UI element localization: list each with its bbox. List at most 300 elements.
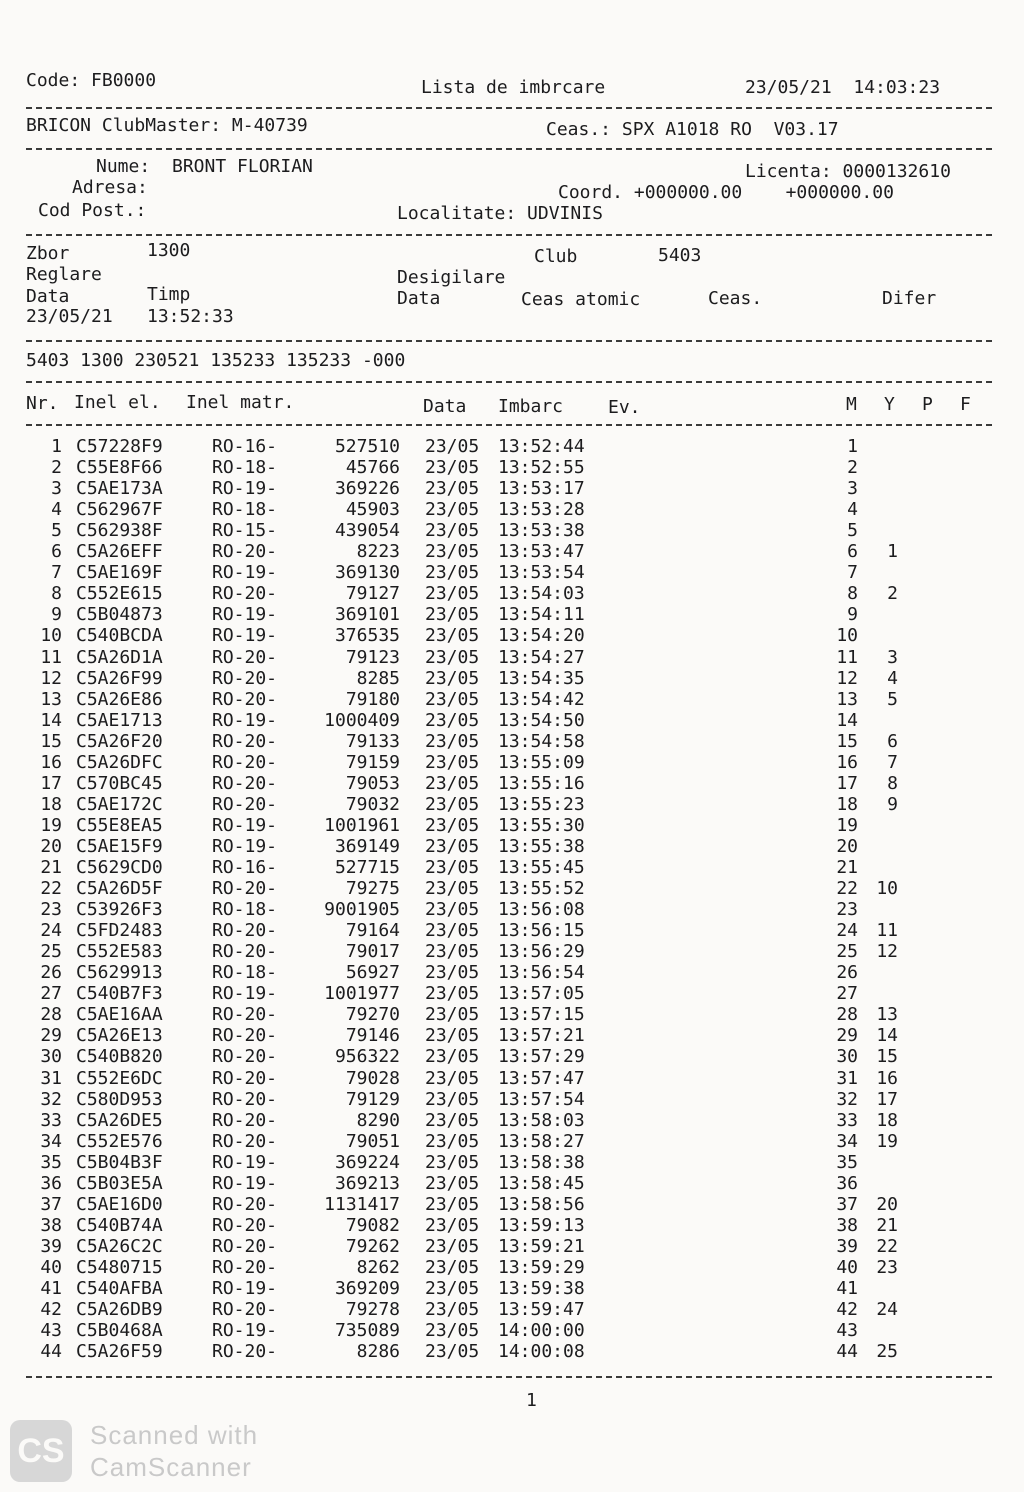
row-time: 13:58:03 [498, 1109, 585, 1131]
row-date: 23/05 [425, 1151, 480, 1173]
row-ring-number: 527510 [334, 436, 400, 457]
row-m: 21 [836, 857, 858, 878]
watermark-line2: CamScanner [90, 1452, 252, 1482]
row-date: 23/05 [425, 1109, 480, 1131]
col-data: Data [423, 396, 467, 417]
row-date: 23/05 [425, 562, 480, 584]
table-row [0, 1131, 1024, 1152]
row-time: 13:52:55 [498, 457, 585, 479]
row-ring-prefix: RO-20- [212, 1046, 278, 1068]
row-nr: 4 [51, 499, 62, 521]
row-m: 25 [836, 941, 858, 963]
row-ring-number: 735089 [334, 1320, 400, 1342]
list-title: Lista de imbrcare [421, 77, 606, 98]
row-m: 16 [836, 751, 858, 773]
row-ring-number: 79275 [345, 878, 400, 900]
address-label: Adresa: [72, 177, 148, 198]
row-y: 21 [876, 1214, 898, 1236]
row-date: 23/05 [425, 436, 480, 457]
row-nr: 37 [40, 1193, 62, 1215]
divider [26, 1376, 992, 1378]
row-m: 31 [836, 1067, 858, 1089]
row-date: 23/05 [425, 709, 480, 731]
row-ring-id: C540B74A [76, 1214, 163, 1236]
row-nr: 19 [40, 814, 62, 836]
page-number: 1 [526, 1390, 537, 1411]
row-nr: 1 [51, 436, 62, 457]
row-ring-prefix: RO-20- [212, 688, 278, 710]
table-row [0, 836, 1024, 857]
table-row [0, 1004, 1024, 1025]
row-ring-prefix: RO-20- [212, 772, 278, 794]
row-ring-id: C552E615 [76, 583, 163, 605]
row-ring-number: 79278 [345, 1299, 400, 1321]
table-row [0, 562, 1024, 583]
row-m: 29 [836, 1025, 858, 1047]
row-nr: 15 [40, 730, 62, 752]
table-row [0, 1068, 1024, 1089]
row-ring-number: 1001961 [324, 814, 400, 836]
row-nr: 20 [40, 835, 62, 857]
col-m: M [846, 394, 857, 415]
row-ring-id: C5A26F20 [76, 730, 163, 752]
row-time: 13:58:27 [498, 1130, 585, 1152]
row-time: 13:59:38 [498, 1278, 585, 1299]
row-time: 13:55:30 [498, 814, 585, 836]
row-time: 13:59:21 [498, 1235, 585, 1257]
row-m: 19 [836, 814, 858, 836]
club-number: 5403 [658, 245, 702, 266]
divider [26, 340, 992, 342]
row-time: 13:55:23 [498, 793, 585, 815]
row-ring-number: 56927 [345, 962, 400, 984]
row-ring-id: C5B04B3F [76, 1151, 163, 1173]
flight-date: 23/05/21 [26, 306, 113, 327]
row-ring-number: 8262 [356, 1256, 400, 1278]
row-ring-id: C562967F [76, 499, 163, 521]
table-row [0, 857, 1024, 878]
row-date: 23/05 [425, 583, 480, 605]
divider [26, 381, 992, 383]
row-date: 23/05 [425, 625, 480, 647]
locality: Localitate: UDVINIS [397, 203, 603, 224]
table-row [0, 1278, 1024, 1299]
row-y: 1 [887, 541, 898, 563]
row-ring-id: C5AE16D0 [76, 1193, 163, 1215]
row-ring-id: C5B03E5A [76, 1172, 163, 1194]
row-ring-number: 369213 [334, 1172, 400, 1194]
row-m: 4 [847, 499, 858, 521]
row-ring-number: 79262 [345, 1235, 400, 1257]
row-date: 23/05 [425, 857, 480, 878]
divider [26, 148, 992, 150]
row-ring-number: 79017 [345, 941, 400, 963]
row-y: 15 [876, 1046, 898, 1068]
col-y: Y [884, 394, 895, 415]
table-row [0, 815, 1024, 836]
row-time: 13:54:03 [498, 583, 585, 605]
table-row [0, 668, 1024, 689]
table-row [0, 1046, 1024, 1067]
row-m: 14 [836, 709, 858, 731]
table-row [0, 583, 1024, 604]
row-ring-number: 1001977 [324, 983, 400, 1005]
row-time: 13:52:44 [498, 436, 585, 457]
table-row [0, 1236, 1024, 1257]
row-ring-number: 369130 [334, 562, 400, 584]
row-date: 23/05 [425, 1320, 480, 1342]
row-m: 33 [836, 1109, 858, 1131]
row-y: 2 [887, 583, 898, 605]
row-time: 13:54:35 [498, 667, 585, 689]
row-ring-id: C562938F [76, 520, 163, 542]
row-ring-number: 376535 [334, 625, 400, 647]
row-nr: 40 [40, 1256, 62, 1278]
row-ring-number: 956322 [334, 1046, 400, 1068]
row-ring-id: C5A26DB9 [76, 1299, 163, 1321]
row-ring-id: C5A26EFF [76, 541, 163, 563]
row-m: 13 [836, 688, 858, 710]
table-row [0, 962, 1024, 983]
row-date: 23/05 [425, 478, 480, 500]
row-m: 32 [836, 1088, 858, 1110]
row-ring-prefix: RO-20- [212, 1256, 278, 1278]
row-ring-prefix: RO-18- [212, 962, 278, 984]
row-date: 23/05 [425, 1214, 480, 1236]
row-nr: 41 [40, 1278, 62, 1299]
row-date: 23/05 [425, 541, 480, 563]
row-date: 23/05 [425, 457, 480, 479]
row-date: 23/05 [425, 1235, 480, 1257]
row-m: 20 [836, 835, 858, 857]
row-time: 13:56:15 [498, 920, 585, 942]
col-imbarc: Imbarc [498, 396, 564, 417]
row-ring-id: C5629913 [76, 962, 163, 984]
row-time: 13:55:38 [498, 835, 585, 857]
row-ring-id: C5A26DE5 [76, 1109, 163, 1131]
row-ring-prefix: RO-19- [212, 709, 278, 731]
row-ring-prefix: RO-19- [212, 1320, 278, 1342]
row-nr: 26 [40, 962, 62, 984]
code-label: Code: FB0000 [26, 70, 157, 91]
table-row [0, 731, 1024, 752]
row-nr: 38 [40, 1214, 62, 1236]
row-m: 5 [847, 520, 858, 542]
desigilare-label: Desigilare [397, 267, 506, 288]
row-ring-prefix: RO-20- [212, 1130, 278, 1152]
row-m: 35 [836, 1151, 858, 1173]
row-date: 23/05 [425, 1025, 480, 1047]
row-time: 13:59:47 [498, 1299, 585, 1321]
clock-label: Ceas. [708, 288, 763, 309]
row-date: 23/05 [425, 772, 480, 794]
flight-label: Zbor [26, 243, 70, 264]
row-ring-prefix: RO-20- [212, 1025, 278, 1047]
row-ring-prefix: RO-20- [212, 1341, 278, 1363]
row-ring-id: C5A26D1A [76, 646, 163, 668]
row-ring-number: 45903 [345, 499, 400, 521]
row-date: 23/05 [425, 520, 480, 542]
row-date: 23/05 [425, 1172, 480, 1194]
row-ring-id: C57228F9 [76, 436, 163, 457]
row-m: 7 [847, 562, 858, 584]
col-p: P [922, 394, 933, 415]
table-row [0, 1194, 1024, 1215]
row-ring-number: 79032 [345, 793, 400, 815]
row-y: 7 [887, 751, 898, 773]
row-ring-id: C5B04873 [76, 604, 163, 626]
row-ring-number: 369149 [334, 835, 400, 857]
row-ring-id: C540BCDA [76, 625, 163, 647]
row-date: 23/05 [425, 646, 480, 668]
col-inel-matr: Inel matr. [186, 392, 295, 413]
row-ring-number: 79028 [345, 1067, 400, 1089]
row-y: 10 [876, 878, 898, 900]
row-date: 23/05 [425, 793, 480, 815]
row-m: 27 [836, 983, 858, 1005]
row-y: 19 [876, 1130, 898, 1152]
row-nr: 9 [51, 604, 62, 626]
row-y: 4 [887, 667, 898, 689]
row-time: 13:58:45 [498, 1172, 585, 1194]
owner-name-label: Nume: [96, 156, 151, 177]
row-time: 13:59:13 [498, 1214, 585, 1236]
row-ring-prefix: RO-20- [212, 667, 278, 689]
row-ring-id: C5AE172C [76, 793, 163, 815]
row-ring-prefix: RO-19- [212, 625, 278, 647]
row-nr: 32 [40, 1088, 62, 1110]
row-ring-prefix: RO-18- [212, 457, 278, 479]
row-nr: 31 [40, 1067, 62, 1089]
row-time: 13:55:45 [498, 857, 585, 878]
row-ring-id: C55E8F66 [76, 457, 163, 479]
row-ring-id: C55E8EA5 [76, 814, 163, 836]
row-date: 23/05 [425, 962, 480, 984]
row-ring-prefix: RO-20- [212, 1067, 278, 1089]
row-ring-number: 369224 [334, 1151, 400, 1173]
row-ring-id: C5AE1713 [76, 709, 163, 731]
row-m: 28 [836, 1004, 858, 1026]
row-date: 23/05 [425, 667, 480, 689]
table-row [0, 541, 1024, 562]
row-date: 23/05 [425, 1256, 480, 1278]
row-ring-number: 79127 [345, 583, 400, 605]
row-nr: 6 [51, 541, 62, 563]
row-nr: 10 [40, 625, 62, 647]
row-ring-number: 1000409 [324, 709, 400, 731]
row-ring-id: C540B820 [76, 1046, 163, 1068]
row-m: 22 [836, 878, 858, 900]
table-row [0, 1341, 1024, 1362]
row-ring-prefix: RO-20- [212, 920, 278, 942]
row-time: 13:53:28 [498, 499, 585, 521]
row-ring-id: C53926F3 [76, 899, 163, 921]
table-row [0, 878, 1024, 899]
row-ring-number: 8223 [356, 541, 400, 563]
row-date: 23/05 [425, 1299, 480, 1321]
row-ring-id: C5AE15F9 [76, 835, 163, 857]
table-row [0, 794, 1024, 815]
row-y: 24 [876, 1299, 898, 1321]
row-date: 23/05 [425, 688, 480, 710]
row-ring-prefix: RO-20- [212, 941, 278, 963]
row-ring-prefix: RO-19- [212, 1278, 278, 1299]
row-time: 13:55:09 [498, 751, 585, 773]
row-m: 40 [836, 1256, 858, 1278]
row-ring-number: 45766 [345, 457, 400, 479]
row-ring-prefix: RO-15- [212, 520, 278, 542]
row-ring-prefix: RO-19- [212, 562, 278, 584]
coordinates: Coord. +000000.00 +000000.00 [558, 182, 894, 203]
table-row [0, 457, 1024, 478]
row-ring-id: C5A26E13 [76, 1025, 163, 1047]
table-row [0, 1257, 1024, 1278]
row-m: 39 [836, 1235, 858, 1257]
row-ring-id: C5629CD0 [76, 857, 163, 878]
row-nr: 14 [40, 709, 62, 731]
row-y: 9 [887, 793, 898, 815]
row-m: 41 [836, 1278, 858, 1299]
flight-time: 13:52:33 [147, 306, 234, 327]
row-y: 25 [876, 1341, 898, 1363]
row-date: 23/05 [425, 1193, 480, 1215]
system-label: BRICON ClubMaster: M-40739 [26, 115, 308, 136]
row-time: 13:58:56 [498, 1193, 585, 1215]
row-ring-id: C580D953 [76, 1088, 163, 1110]
row-y: 14 [876, 1025, 898, 1047]
row-nr: 7 [51, 562, 62, 584]
row-y: 18 [876, 1109, 898, 1131]
row-time: 13:57:21 [498, 1025, 585, 1047]
table-row [0, 1110, 1024, 1131]
camscanner-logo-text: CS [17, 1431, 65, 1470]
row-date: 23/05 [425, 1130, 480, 1152]
row-nr: 22 [40, 878, 62, 900]
table-row [0, 773, 1024, 794]
row-ring-prefix: RO-19- [212, 1172, 278, 1194]
row-nr: 8 [51, 583, 62, 605]
row-ring-id: C5B0468A [76, 1320, 163, 1342]
row-m: 44 [836, 1341, 858, 1363]
row-date: 23/05 [425, 920, 480, 942]
row-ring-prefix: RO-20- [212, 1109, 278, 1131]
table-row [0, 1173, 1024, 1194]
row-m: 34 [836, 1130, 858, 1152]
table-row [0, 436, 1024, 457]
row-ring-prefix: RO-20- [212, 1214, 278, 1236]
row-ring-number: 79164 [345, 920, 400, 942]
row-ring-number: 527715 [334, 857, 400, 878]
table-row [0, 647, 1024, 668]
club-label: Club [534, 246, 578, 267]
row-m: 26 [836, 962, 858, 984]
row-ring-number: 79129 [345, 1088, 400, 1110]
row-m: 42 [836, 1299, 858, 1321]
table-row [0, 520, 1024, 541]
row-time: 13:57:47 [498, 1067, 585, 1089]
row-ring-id: C5FD2483 [76, 920, 163, 942]
row-time: 13:54:27 [498, 646, 585, 668]
row-time: 14:00:00 [498, 1320, 585, 1342]
row-m: 24 [836, 920, 858, 942]
divider [26, 107, 992, 109]
row-m: 2 [847, 457, 858, 479]
row-m: 38 [836, 1214, 858, 1236]
row-time: 13:57:54 [498, 1088, 585, 1110]
row-nr: 33 [40, 1109, 62, 1131]
row-time: 13:53:17 [498, 478, 585, 500]
row-ring-number: 79180 [345, 688, 400, 710]
row-nr: 44 [40, 1341, 62, 1363]
row-time: 13:55:16 [498, 772, 585, 794]
row-date: 23/05 [425, 730, 480, 752]
row-nr: 12 [40, 667, 62, 689]
row-ring-number: 79270 [345, 1004, 400, 1026]
row-time: 13:53:47 [498, 541, 585, 563]
table-row [0, 499, 1024, 520]
row-ring-prefix: RO-20- [212, 730, 278, 752]
row-ring-number: 79051 [345, 1130, 400, 1152]
row-m: 9 [847, 604, 858, 626]
row-nr: 34 [40, 1130, 62, 1152]
row-date: 23/05 [425, 1004, 480, 1026]
row-nr: 21 [40, 857, 62, 878]
row-nr: 24 [40, 920, 62, 942]
row-time: 13:57:29 [498, 1046, 585, 1068]
data-label: Data [26, 286, 70, 307]
row-time: 13:54:20 [498, 625, 585, 647]
row-y: 13 [876, 1004, 898, 1026]
row-ring-prefix: RO-20- [212, 646, 278, 668]
flight-summary: 5403 1300 230521 135233 135233 -000 [26, 350, 406, 371]
row-ring-id: C5AE173A [76, 478, 163, 500]
row-ring-prefix: RO-20- [212, 1088, 278, 1110]
reglare-label: Reglare [26, 264, 102, 285]
row-y: 23 [876, 1256, 898, 1278]
row-m: 11 [836, 646, 858, 668]
row-y: 12 [876, 941, 898, 963]
row-y: 5 [887, 688, 898, 710]
row-ring-number: 439054 [334, 520, 400, 542]
row-m: 10 [836, 625, 858, 647]
row-m: 6 [847, 541, 858, 563]
row-date: 23/05 [425, 1278, 480, 1299]
row-ring-id: C5A26DFC [76, 751, 163, 773]
row-ring-prefix: RO-19- [212, 604, 278, 626]
row-date: 23/05 [425, 835, 480, 857]
table-row [0, 941, 1024, 962]
row-nr: 36 [40, 1172, 62, 1194]
row-y: 17 [876, 1088, 898, 1110]
row-ring-number: 79123 [345, 646, 400, 668]
row-ring-id: C540AFBA [76, 1278, 163, 1299]
row-ring-prefix: RO-19- [212, 1151, 278, 1173]
row-ring-number: 9001905 [324, 899, 400, 921]
row-ring-prefix: RO-16- [212, 436, 278, 457]
atomic-clock-label: Ceas atomic [521, 289, 641, 310]
row-y: 6 [887, 730, 898, 752]
row-ring-number: 369209 [334, 1278, 400, 1299]
row-m: 30 [836, 1046, 858, 1068]
row-ring-id: C5A26C2C [76, 1235, 163, 1257]
divider [26, 234, 992, 236]
row-nr: 35 [40, 1151, 62, 1173]
row-ring-number: 79082 [345, 1214, 400, 1236]
row-time: 13:58:38 [498, 1151, 585, 1173]
row-date: 23/05 [425, 1046, 480, 1068]
row-nr: 18 [40, 793, 62, 815]
table-row [0, 983, 1024, 1004]
